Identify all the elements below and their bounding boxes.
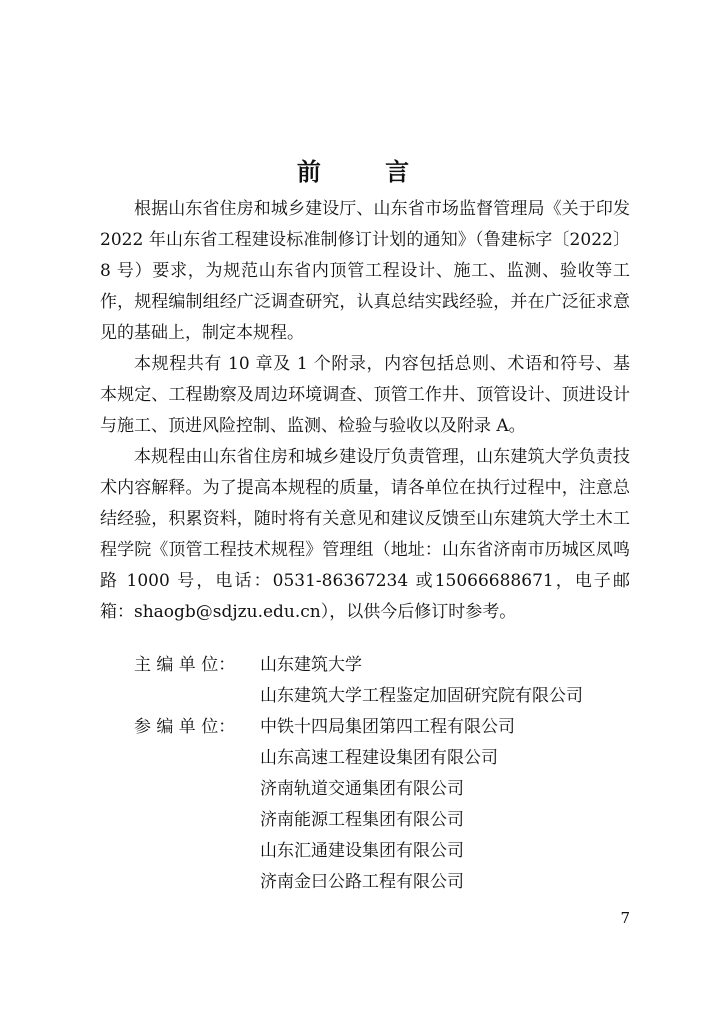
co-editor-unit: 济南能源工程集团有限公司 <box>260 810 464 830</box>
co-editor-row <box>100 836 640 867</box>
foreword-body <box>100 194 630 628</box>
foreword-paragraph-2: 本规程共有 10 章及 1 个附录，内容包括总则、术语和符号、基本规定、工程勘察及周边环境调查、顶管工作井、顶管设计、顶进设计与施工、顶进风险控制、监测、检验与验收以及附录 A。 <box>100 354 630 436</box>
foreword-paragraph-1: 根据山东省住房和城乡建设厅、山东省市场监督管理局《关于印发 2022 年山东省工程建设标准制修订计划的通知》（鲁建标字〔2022〕8 号）要求，为规范山东省内顶管工程设计、施工、监测、验收等工作，规程编制组经广泛调查研究，认真总结实践经验，并在广泛征求意见的基础上，制定本规程。 <box>100 199 630 343</box>
page-number: 7 <box>620 909 630 927</box>
co-editor-unit: 山东高速工程建设集团有限公司 <box>260 748 498 768</box>
foreword-paragraph-3: 本规程由山东省住房和城乡建设厅负责管理，山东建筑大学负责技术内容解释。为了提高本规程的质量，请各单位在执行过程中，注意总结经验，积累资料，随时将有关意见和建议反馈至山东建筑大学土木工程学院《顶管工程技术规程》管理组（地址：山东省济南市历城区凤鸣路 1000 号，电话：0531-86367234 或15066688671，电子邮箱：shaogb@sdjzu.edu.cn），以供今后修订时参考。 <box>100 447 630 622</box>
co-editor-unit: 济南轨道交通集团有限公司 <box>260 779 464 799</box>
co-editor-row <box>100 774 640 805</box>
page-title: 前 言 <box>296 157 438 186</box>
co-editor-label: 参 编 单 位： <box>134 717 236 737</box>
chief-editor-unit: 山东建筑大学 <box>260 655 362 675</box>
chief-editor-row <box>100 650 640 681</box>
co-editor-unit: 济南金曰公路工程有限公司 <box>260 872 464 892</box>
co-editor-row <box>100 805 640 836</box>
co-editor-row <box>100 867 640 898</box>
chief-editor-unit: 山东建筑大学工程鉴定加固研究院有限公司 <box>260 686 583 706</box>
co-editor-unit: 中铁十四局集团第四工程有限公司 <box>260 717 515 737</box>
co-editor-unit: 山东汇通建设集团有限公司 <box>260 841 464 861</box>
co-editor-row <box>100 712 640 743</box>
co-editor-row <box>100 743 640 774</box>
chief-editor-row <box>100 681 640 712</box>
chief-editor-label: 主 编 单 位： <box>134 655 236 675</box>
editing-units <box>100 650 640 898</box>
